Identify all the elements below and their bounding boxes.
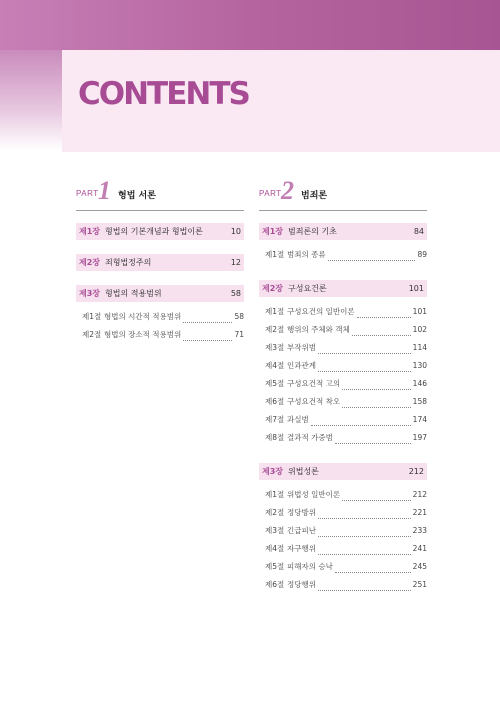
section-row[interactable] xyxy=(259,411,427,429)
section-page: 241 xyxy=(412,544,427,553)
section-title: 정당방위 xyxy=(287,508,316,517)
section-number: 제5절 xyxy=(265,562,285,571)
section-number: 제5절 xyxy=(265,379,285,388)
part-label: PART xyxy=(76,189,99,198)
section-page: 146 xyxy=(412,379,427,388)
section-row[interactable] xyxy=(259,303,427,321)
section-page: 251 xyxy=(412,580,427,589)
section-row[interactable] xyxy=(259,486,427,504)
section-page: 58 xyxy=(234,312,244,321)
section-number: 제8절 xyxy=(265,433,285,442)
dot-leader xyxy=(318,526,411,537)
dot-leader xyxy=(318,361,411,372)
chapter-number: 제1장 xyxy=(262,227,284,236)
dot-leader xyxy=(352,325,411,336)
section-row[interactable] xyxy=(259,429,427,447)
section-title: 부작위범 xyxy=(287,343,316,352)
dot-leader xyxy=(342,490,411,501)
chapter-number: 제1장 xyxy=(79,227,101,236)
chapter-row[interactable] xyxy=(76,223,244,240)
section-page: 197 xyxy=(412,433,427,442)
section-list xyxy=(259,303,427,447)
section-row[interactable] xyxy=(259,522,427,540)
page-title: CONTENTS xyxy=(78,76,249,112)
section-row[interactable] xyxy=(259,375,427,393)
section-list xyxy=(259,486,427,594)
dot-leader xyxy=(335,562,411,573)
part-number: 2 xyxy=(281,176,294,205)
section-number: 제1절 xyxy=(265,250,285,259)
section-title: 구성요건의 일반이론 xyxy=(287,307,355,316)
chapter-title: 범죄론의 기초 xyxy=(288,227,337,236)
section-page: 102 xyxy=(412,325,427,334)
section-title: 자구행위 xyxy=(287,544,316,553)
chapter-title: 위법성론 xyxy=(288,467,319,476)
section-title: 범죄의 종류 xyxy=(287,250,326,259)
dot-leader xyxy=(335,433,411,444)
chapter-title: 형법의 기본개념과 형법이론 xyxy=(105,227,203,236)
section-title: 구성요건적 고의 xyxy=(287,379,341,388)
chapter-number: 제2장 xyxy=(79,258,101,267)
chapter-title: 형법의 적용범위 xyxy=(105,289,162,298)
section-number: 제2절 xyxy=(265,325,285,334)
section-number: 제4절 xyxy=(265,361,285,370)
section-row[interactable] xyxy=(259,576,427,594)
section-number: 제2절 xyxy=(265,508,285,517)
section-number: 제1절 xyxy=(82,312,102,321)
section-page: 89 xyxy=(417,250,427,259)
chapter-row[interactable] xyxy=(76,254,244,271)
section-row[interactable] xyxy=(76,308,244,326)
section-row[interactable] xyxy=(259,540,427,558)
section-number: 제4절 xyxy=(265,544,285,553)
chapter-page: 101 xyxy=(408,284,424,293)
section-number: 제1절 xyxy=(265,490,285,499)
section-number: 제6절 xyxy=(265,397,285,406)
header-side-strip xyxy=(0,50,62,150)
chapter-number: 제3장 xyxy=(79,289,101,298)
section-title: 인과관계 xyxy=(287,361,316,370)
dot-leader xyxy=(357,307,411,318)
dot-leader xyxy=(318,580,411,591)
section-number: 제6절 xyxy=(265,580,285,589)
section-row[interactable] xyxy=(259,339,427,357)
section-title: 행위의 주체와 객체 xyxy=(287,325,350,334)
chapter-page: 84 xyxy=(413,227,424,236)
chapter-title: 죄형법정주의 xyxy=(105,258,152,267)
part-2-column xyxy=(259,176,427,610)
section-title: 피해자의 승낙 xyxy=(287,562,333,571)
section-page: 101 xyxy=(412,307,427,316)
chapter-number: 제3장 xyxy=(262,467,284,476)
header-band xyxy=(0,0,500,50)
section-page: 245 xyxy=(412,562,427,571)
part-heading xyxy=(259,176,427,211)
chapter-row[interactable] xyxy=(76,285,244,302)
section-row[interactable] xyxy=(259,558,427,576)
chapter-page: 12 xyxy=(230,258,241,267)
chapter-page: 58 xyxy=(230,289,241,298)
section-row[interactable] xyxy=(259,321,427,339)
section-title: 위법성 일반이론 xyxy=(287,490,341,499)
section-page: 221 xyxy=(412,508,427,517)
dot-leader xyxy=(183,330,232,341)
section-page: 158 xyxy=(412,397,427,406)
chapter-page: 10 xyxy=(230,227,241,236)
section-title: 긴급피난 xyxy=(287,526,316,535)
section-page: 114 xyxy=(412,343,427,352)
section-title: 구성요건적 착오 xyxy=(287,397,341,406)
dot-leader xyxy=(328,250,416,261)
dot-leader xyxy=(342,379,411,390)
section-page: 71 xyxy=(234,330,244,339)
dot-leader xyxy=(183,312,232,323)
section-row[interactable] xyxy=(259,357,427,375)
section-number: 제1절 xyxy=(265,307,285,316)
chapter-title: 구성요건론 xyxy=(288,284,327,293)
section-page: 174 xyxy=(412,415,427,424)
chapter-row[interactable] xyxy=(259,223,427,240)
section-row[interactable] xyxy=(76,326,244,344)
section-list xyxy=(259,246,427,264)
section-number: 제3절 xyxy=(265,526,285,535)
section-row[interactable] xyxy=(259,393,427,411)
section-page: 233 xyxy=(412,526,427,535)
chapter-page: 212 xyxy=(408,467,424,476)
chapter-row[interactable] xyxy=(259,280,427,297)
section-title: 형법의 시간적 적용범위 xyxy=(104,312,182,321)
chapter-number: 제2장 xyxy=(262,284,284,293)
dot-leader xyxy=(318,508,411,519)
dot-leader xyxy=(318,343,411,354)
dot-leader xyxy=(311,415,411,426)
part-1-column xyxy=(76,176,244,360)
section-title: 과실범 xyxy=(287,415,309,424)
section-row[interactable] xyxy=(259,246,427,264)
section-page: 212 xyxy=(412,490,427,499)
part-label: PART xyxy=(259,189,282,198)
section-number: 제3절 xyxy=(265,343,285,352)
part-title: 형법 서론 xyxy=(118,191,156,201)
part-number: 1 xyxy=(98,176,111,205)
part-title: 범죄론 xyxy=(301,191,328,201)
section-row[interactable] xyxy=(259,504,427,522)
section-page: 130 xyxy=(412,361,427,370)
dot-leader xyxy=(342,397,411,408)
section-number: 제2절 xyxy=(82,330,102,339)
dot-leader xyxy=(318,544,411,555)
chapter-row[interactable] xyxy=(259,463,427,480)
section-list xyxy=(76,308,244,344)
section-title: 정당행위 xyxy=(287,580,316,589)
section-title: 형법의 장소적 적용범위 xyxy=(104,330,182,339)
section-number: 제7절 xyxy=(265,415,285,424)
part-heading xyxy=(76,176,244,211)
section-title: 결과적 가중범 xyxy=(287,433,333,442)
